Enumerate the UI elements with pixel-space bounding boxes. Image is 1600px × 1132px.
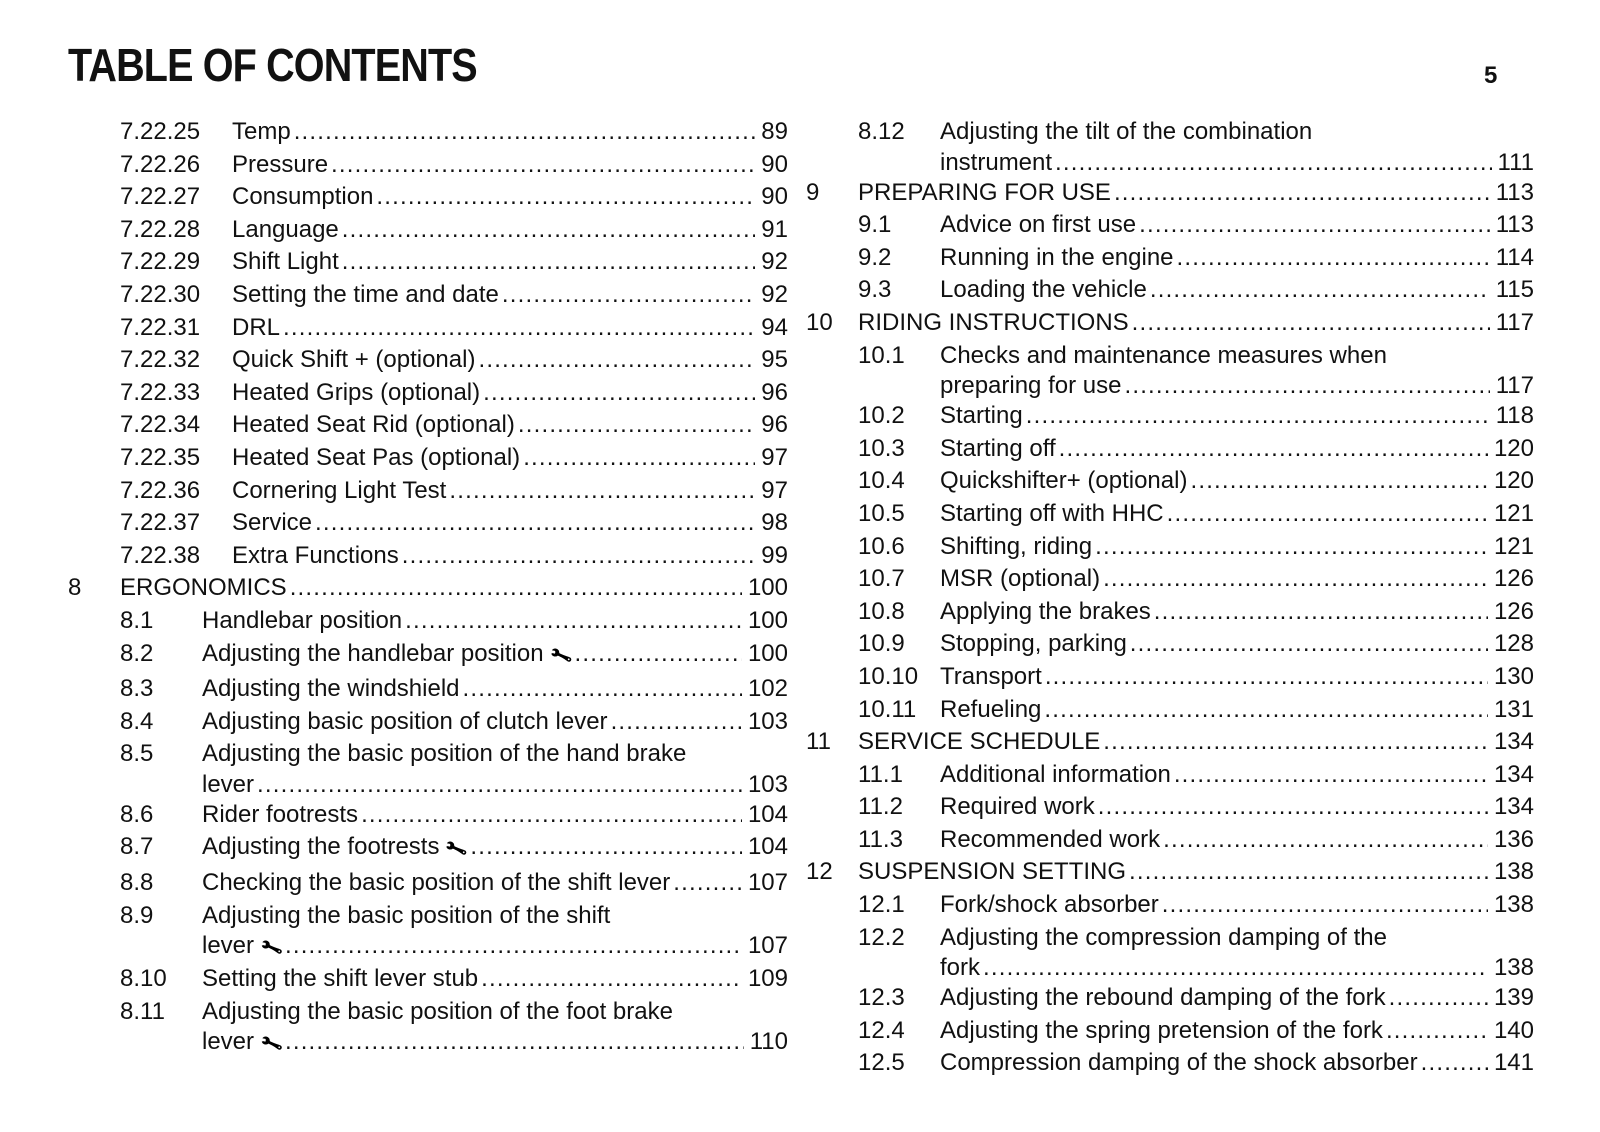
section-title: PREPARING FOR USE xyxy=(858,178,1111,206)
toc-entry[interactable] xyxy=(806,922,1534,983)
page-ref: 138 xyxy=(1493,858,1534,886)
section-number: 12.3 xyxy=(858,984,905,1012)
dot-leader xyxy=(1167,498,1488,531)
wrench-icon: 🔧 xyxy=(259,937,285,961)
page-ref: 103 xyxy=(747,770,788,798)
dot-leader xyxy=(294,116,756,149)
section-number: 8.6 xyxy=(120,800,154,828)
page-ref: 96 xyxy=(761,411,788,439)
dot-leader xyxy=(405,605,742,638)
toc-entry[interactable] xyxy=(806,982,1534,1015)
page-ref: 113 xyxy=(1495,178,1534,206)
section-title: ERGONOMICS xyxy=(120,574,287,602)
page-ref: 136 xyxy=(1493,825,1534,853)
section-number: 7.22.38 xyxy=(120,541,201,569)
section-title: Setting the shift lever stub xyxy=(202,965,479,993)
section-number: 8.4 xyxy=(120,707,154,735)
dot-leader xyxy=(290,572,742,605)
section-number: 9.1 xyxy=(858,211,892,239)
dot-leader xyxy=(1421,1047,1488,1080)
section-number: 9 xyxy=(806,178,820,206)
page-ref: 89 xyxy=(761,118,788,145)
dot-leader xyxy=(283,312,755,345)
toc-entry[interactable] xyxy=(68,996,788,1060)
page-ref: 115 xyxy=(1495,276,1534,304)
page-ref: 134 xyxy=(1493,760,1534,788)
page-ref: 138 xyxy=(1493,954,1534,982)
toc-entry[interactable] xyxy=(806,1047,1534,1080)
page-ref: 120 xyxy=(1493,467,1534,495)
dot-leader xyxy=(1389,982,1488,1015)
dot-leader xyxy=(1124,372,1489,400)
page-ref: 128 xyxy=(1493,630,1534,658)
dot-leader xyxy=(1162,889,1488,922)
section-number: 7.22.36 xyxy=(120,476,201,504)
toc-entry[interactable] xyxy=(68,799,788,832)
section-number: 10.8 xyxy=(858,597,905,625)
section-title: lever xyxy=(202,1028,255,1056)
section-number: 9.3 xyxy=(858,276,892,304)
section-number: 8.1 xyxy=(120,606,154,634)
section-title: Rider footrests xyxy=(202,800,359,828)
section-title: Shifting, riding xyxy=(940,532,1093,560)
toc-entry[interactable] xyxy=(806,498,1534,531)
page-ref: 120 xyxy=(1493,434,1534,462)
toc-entry[interactable] xyxy=(68,475,788,508)
toc-entry[interactable] xyxy=(68,706,788,739)
dot-leader xyxy=(1044,694,1488,727)
toc-entry[interactable] xyxy=(68,181,788,214)
dot-leader xyxy=(285,1028,744,1056)
section-number: 7.22.25 xyxy=(120,118,201,145)
section-title: Refueling xyxy=(940,695,1042,723)
page-ref: 131 xyxy=(1493,695,1534,723)
page-ref: 138 xyxy=(1493,891,1534,919)
toc-entry[interactable] xyxy=(806,694,1534,727)
toc-entry[interactable] xyxy=(806,856,1534,889)
toc-entry[interactable] xyxy=(68,312,788,345)
toc-entry[interactable] xyxy=(68,963,788,996)
toc-entry[interactable] xyxy=(68,442,788,475)
section-title: Handlebar position xyxy=(202,606,403,634)
section-number: 7.22.37 xyxy=(120,509,201,537)
toc-entry[interactable] xyxy=(68,831,788,867)
page-ref: 114 xyxy=(1495,243,1534,271)
toc-entry[interactable] xyxy=(68,638,788,674)
dot-leader xyxy=(1139,209,1490,242)
section-title: Recommended work xyxy=(940,825,1161,853)
page-title: TABLE OF CONTENTS xyxy=(68,39,477,91)
dot-leader xyxy=(611,706,742,739)
section-number: 10.4 xyxy=(858,467,905,495)
dot-leader xyxy=(1132,307,1490,340)
section-title: Advice on first use xyxy=(940,211,1137,239)
dot-leader xyxy=(502,279,755,312)
page-number: 5 xyxy=(1484,62,1498,89)
section-number: 7.22.35 xyxy=(120,443,201,471)
dot-leader xyxy=(1190,465,1488,498)
page-ref: 134 xyxy=(1493,793,1534,821)
section-title: Required work xyxy=(940,793,1095,821)
dot-leader xyxy=(1150,274,1490,307)
dot-leader xyxy=(1154,596,1488,629)
dot-leader xyxy=(1055,149,1491,177)
page-ref: 121 xyxy=(1493,532,1534,560)
section-number: 7.22.30 xyxy=(120,280,201,308)
page-ref: 92 xyxy=(761,248,788,276)
toc-entry[interactable] xyxy=(68,900,788,964)
section-title: Starting off xyxy=(940,434,1056,462)
toc-entry[interactable] xyxy=(806,596,1534,629)
page-ref: 104 xyxy=(747,833,788,861)
section-title: Starting xyxy=(940,402,1023,430)
section-number: 11.3 xyxy=(858,825,903,853)
toc-entry[interactable] xyxy=(806,400,1534,433)
section-number: 7.22.27 xyxy=(120,183,201,211)
section-title: Pressure xyxy=(232,150,329,178)
section-number: 10.5 xyxy=(858,499,905,527)
page-ref: 94 xyxy=(761,313,788,341)
section-title: Extra Functions xyxy=(232,541,399,569)
section-title: MSR (optional) xyxy=(940,565,1101,593)
page-ref: 100 xyxy=(747,574,788,602)
wrench-icon: 🔧 xyxy=(548,644,574,668)
toc-entry[interactable] xyxy=(68,344,788,377)
section-title: Adjusting basic position of clutch lever xyxy=(202,707,608,735)
toc-entry[interactable] xyxy=(806,340,1534,401)
section-number: 9.2 xyxy=(858,243,892,271)
toc-entry[interactable] xyxy=(806,1015,1534,1048)
section-number: 8.11 xyxy=(120,997,165,1025)
toc-entry[interactable] xyxy=(68,279,788,312)
section-title: Adjusting the windshield xyxy=(202,675,460,703)
section-number: 7.22.34 xyxy=(120,411,201,439)
toc-entry[interactable] xyxy=(68,116,788,149)
section-number: 10.2 xyxy=(858,402,905,430)
dot-leader xyxy=(285,932,742,960)
toc-entry[interactable] xyxy=(806,759,1534,792)
page-ref: 100 xyxy=(747,606,788,634)
section-number: 7.22.29 xyxy=(120,248,201,276)
section-title: lever xyxy=(202,932,255,960)
toc-entry[interactable] xyxy=(806,563,1534,596)
section-title: Transport xyxy=(940,662,1042,690)
section-number: 7.22.26 xyxy=(120,150,201,178)
toc-entry[interactable] xyxy=(806,465,1534,498)
page-ref: 92 xyxy=(761,280,788,308)
section-title: Shift Light xyxy=(232,248,339,276)
section-title: Checking the basic position of the shift lever xyxy=(202,869,671,897)
toc-entry[interactable] xyxy=(806,274,1534,307)
toc-entry[interactable] xyxy=(68,214,788,247)
toc-entry[interactable] xyxy=(68,867,788,900)
section-number: 8.10 xyxy=(120,965,167,993)
page-ref: 126 xyxy=(1493,565,1534,593)
section-number: 7.22.28 xyxy=(120,215,201,243)
dot-leader xyxy=(1130,628,1488,661)
toc-entry[interactable] xyxy=(806,209,1534,242)
section-title: Adjusting the handlebar position xyxy=(202,639,544,667)
section-title: DRL xyxy=(232,313,281,341)
section-number: 10.9 xyxy=(858,630,905,658)
section-title: Adjusting the tilt of the combination xyxy=(940,118,1313,145)
page-ref: 134 xyxy=(1493,728,1534,756)
toc-entry[interactable] xyxy=(68,246,788,279)
page-ref: 96 xyxy=(761,378,788,406)
section-number: 11.2 xyxy=(858,793,903,821)
toc-entry[interactable] xyxy=(68,377,788,410)
section-number: 8.3 xyxy=(120,675,154,703)
page-ref: 140 xyxy=(1493,1016,1534,1044)
dot-leader xyxy=(1386,1015,1488,1048)
section-title: Applying the brakes xyxy=(940,597,1151,625)
page-ref: 118 xyxy=(1495,402,1534,430)
section-title: Heated Seat Pas (optional) xyxy=(232,443,521,471)
section-title: Adjusting the footrests xyxy=(202,833,440,861)
section-number: 12.4 xyxy=(858,1016,905,1044)
wrench-icon: 🔧 xyxy=(444,838,470,862)
section-title: Setting the time and date xyxy=(232,280,499,308)
toc-entry[interactable] xyxy=(68,605,788,638)
page-ref: 107 xyxy=(747,869,788,897)
toc-right-column xyxy=(806,116,1534,1080)
section-number: 8.12 xyxy=(858,118,905,145)
dot-leader xyxy=(518,409,755,442)
section-number: 12.1 xyxy=(858,891,905,919)
section-title: Adjusting the basic position of the shift xyxy=(202,901,611,929)
toc-entry[interactable] xyxy=(806,824,1534,857)
section-number: 11 xyxy=(806,728,831,756)
toc-entry[interactable] xyxy=(806,889,1534,922)
page-ref: 90 xyxy=(761,150,788,178)
page-ref: 117 xyxy=(1495,308,1534,336)
toc-entry[interactable] xyxy=(806,177,1534,210)
section-number: 12 xyxy=(806,858,833,886)
section-number: 7.22.33 xyxy=(120,378,201,406)
page-ref: 90 xyxy=(761,183,788,211)
page-ref: 103 xyxy=(747,707,788,735)
section-title: Cornering Light Test xyxy=(232,476,447,504)
page-ref: 126 xyxy=(1493,597,1534,625)
dot-leader xyxy=(1045,661,1488,694)
dot-leader xyxy=(983,954,1488,982)
section-title: Service xyxy=(232,509,313,537)
section-title: Adjusting the rebound damping of the fork xyxy=(940,984,1386,1012)
toc-entry[interactable] xyxy=(68,673,788,706)
section-title: SERVICE SCHEDULE xyxy=(858,728,1101,756)
section-title: Quick Shift + (optional) xyxy=(232,346,476,374)
toc-entry[interactable] xyxy=(68,149,788,182)
toc-entry[interactable] xyxy=(806,628,1534,661)
toc-entry[interactable] xyxy=(806,791,1534,824)
wrench-icon: 🔧 xyxy=(259,1033,285,1057)
section-title: Checks and maintenance measures when xyxy=(940,341,1387,369)
section-title: SUSPENSION SETTING xyxy=(858,858,1127,886)
dot-leader xyxy=(257,771,742,799)
section-number: 8 xyxy=(68,574,82,602)
dot-leader xyxy=(1098,791,1488,824)
toc-entry[interactable] xyxy=(68,507,788,540)
page-ref: 104 xyxy=(747,800,788,828)
dot-leader xyxy=(1095,531,1488,564)
section-title: Stopping, parking xyxy=(940,630,1127,658)
dot-leader xyxy=(463,673,742,706)
page-ref: 97 xyxy=(761,476,788,504)
toc-entry[interactable] xyxy=(68,409,788,442)
section-number: 12.2 xyxy=(858,923,905,951)
dot-leader xyxy=(1129,856,1488,889)
page-ref: 91 xyxy=(761,215,788,243)
section-number: 10.3 xyxy=(858,434,905,462)
section-title: Compression damping of the shock absorber xyxy=(940,1049,1418,1077)
section-title: Consumption xyxy=(232,183,374,211)
section-number: 8.2 xyxy=(120,639,154,667)
toc-left-column xyxy=(68,116,788,1059)
section-title: fork xyxy=(940,954,981,982)
page-ref: 109 xyxy=(747,965,788,993)
section-title: Quickshifter+ (optional) xyxy=(940,467,1188,495)
section-title: instrument xyxy=(940,148,1053,176)
dot-leader xyxy=(1177,242,1490,275)
section-title: Loading the vehicle xyxy=(940,276,1147,304)
section-number: 10.11 xyxy=(858,695,917,723)
page-ref: 130 xyxy=(1493,662,1534,690)
page-ref: 99 xyxy=(761,541,788,569)
section-number: 8.8 xyxy=(120,869,154,897)
section-number: 11.1 xyxy=(858,760,903,788)
dot-leader xyxy=(1103,726,1488,759)
toc-entry[interactable] xyxy=(806,242,1534,275)
dot-leader xyxy=(1163,824,1488,857)
dot-leader xyxy=(575,638,742,671)
page-ref: 97 xyxy=(761,443,788,471)
section-number: 10.10 xyxy=(858,662,919,690)
page-ref: 141 xyxy=(1493,1049,1534,1077)
section-number: 8.5 xyxy=(120,740,154,768)
section-title: Running in the engine xyxy=(940,243,1174,271)
section-title: Adjusting the basic position of the hand brake xyxy=(202,740,687,768)
toc-entry[interactable] xyxy=(806,433,1534,466)
section-title: Adjusting the compression damping of the xyxy=(940,923,1387,951)
section-title: Adjusting the basic position of the foot brake xyxy=(202,997,673,1025)
page-ref: 100 xyxy=(747,639,788,667)
section-number: 10 xyxy=(806,308,833,336)
toc-entry[interactable] xyxy=(68,540,788,573)
section-number: 8.9 xyxy=(120,901,154,929)
section-number: 8.7 xyxy=(120,833,154,861)
dot-leader xyxy=(1114,177,1490,210)
page-ref: 121 xyxy=(1493,499,1534,527)
section-title: Starting off with HHC xyxy=(940,499,1164,527)
section-title: Heated Grips (optional) xyxy=(232,378,481,406)
dot-leader xyxy=(376,181,755,214)
dot-leader xyxy=(673,867,742,900)
dot-leader xyxy=(483,377,755,410)
dot-leader xyxy=(1026,400,1490,433)
toc-entry[interactable] xyxy=(806,307,1534,340)
page-ref: 110 xyxy=(749,1028,788,1056)
page-ref: 113 xyxy=(1495,211,1534,239)
dot-leader xyxy=(361,799,742,832)
dot-leader xyxy=(481,963,742,996)
toc-entry[interactable] xyxy=(68,572,788,605)
dot-leader xyxy=(470,831,742,864)
dot-leader xyxy=(402,540,756,573)
page-ref: 139 xyxy=(1493,984,1534,1012)
dot-leader xyxy=(523,442,755,475)
section-title: Fork/shock absorber xyxy=(940,891,1159,919)
dot-leader xyxy=(342,214,756,247)
toc-entry[interactable] xyxy=(806,661,1534,694)
section-number: 10.7 xyxy=(858,565,905,593)
dot-leader xyxy=(342,246,756,279)
page-ref: 98 xyxy=(761,509,788,537)
page-ref: 117 xyxy=(1495,372,1534,400)
toc-entry[interactable] xyxy=(806,726,1534,759)
section-title: Language xyxy=(232,215,339,243)
section-number: 7.22.31 xyxy=(120,313,201,341)
dot-leader xyxy=(478,344,755,377)
toc-entry[interactable] xyxy=(68,738,788,799)
section-title: RIDING INSTRUCTIONS xyxy=(858,308,1129,336)
section-title: Additional information xyxy=(940,760,1171,788)
dot-leader xyxy=(1174,759,1488,792)
dot-leader xyxy=(1059,433,1488,466)
section-number: 10.6 xyxy=(858,532,905,560)
page-ref: 102 xyxy=(747,675,788,703)
section-title: Heated Seat Rid (optional) xyxy=(232,411,515,439)
dot-leader xyxy=(1103,563,1488,596)
section-number: 7.22.32 xyxy=(120,346,201,374)
toc-entry[interactable] xyxy=(806,531,1534,564)
dot-leader xyxy=(449,475,755,508)
section-number: 10.1 xyxy=(858,341,905,369)
dot-leader xyxy=(331,149,755,182)
page-ref: 95 xyxy=(761,346,788,374)
page-ref: 107 xyxy=(747,932,788,960)
section-title: preparing for use xyxy=(940,372,1122,400)
section-title: Temp xyxy=(232,118,291,145)
section-number: 12.5 xyxy=(858,1049,905,1077)
toc-entry[interactable] xyxy=(806,116,1534,177)
dot-leader xyxy=(315,507,755,540)
page-ref: 111 xyxy=(1497,148,1534,176)
section-title: lever xyxy=(202,770,255,798)
section-title: Adjusting the spring pretension of the fork xyxy=(940,1016,1383,1044)
